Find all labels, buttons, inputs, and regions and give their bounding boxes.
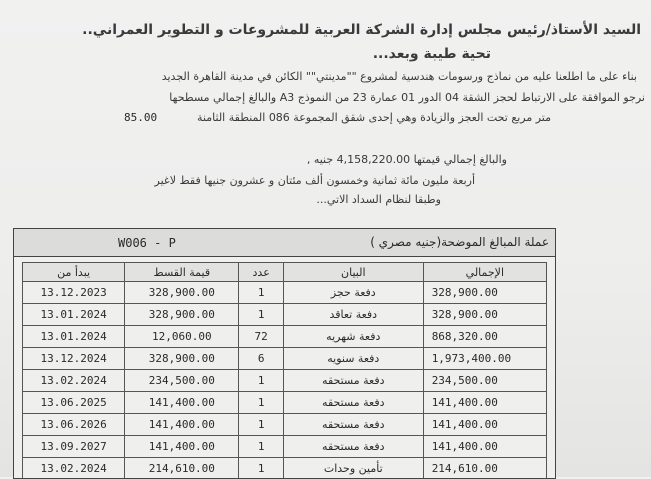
letter-total-value: والبالغ إجمالي قيمتها 4,158,220.00 جنيه , <box>307 153 507 166</box>
cell-description: دفعة شهريه <box>283 326 423 348</box>
table-header-row <box>23 263 547 282</box>
payment-grid <box>22 262 547 479</box>
letter-salutation: السيد الأستاذ/رئيس مجلس إدارة الشركة العربية للمشروعات و التطوير العمراني.. <box>82 22 641 38</box>
cell-description: دفعة مستحقه <box>283 392 423 414</box>
letter-body-line-1: بناء على ما اطلعنا عليه من نماذج ورسومات هندسية لمشروع ""مدينتي"" الكائن في مدينة القاهرة الجديد <box>162 70 637 83</box>
cell-total: 1,973,400.00 <box>423 348 546 370</box>
cell-description: دفعة تعاقد <box>283 304 423 326</box>
cell-start: 13.02.2024 <box>23 458 125 479</box>
letter-payment-intro: وطبقا لنظام السداد الاتي... <box>316 193 441 206</box>
cell-start: 13.12.2024 <box>23 348 125 370</box>
table-row <box>23 282 547 304</box>
cell-total: 214,610.00 <box>423 458 546 479</box>
letter-body-line-3: متر مربع تحت العجز والزيادة وهي إحدى شقق المجموعة 086 المنطقة الثامنة <box>197 111 551 124</box>
cell-start: 13.01.2024 <box>23 304 125 326</box>
col-header-installment: قيمة القسط <box>125 263 239 282</box>
cell-count: 6 <box>239 348 283 370</box>
letter-body-line-2: نرجو الموافقة على الارتباط لحجز الشقة 04 الدور 01 عمارة 23 من النموذج A3 والبالغ إجمالي مسطحها <box>169 91 645 104</box>
col-header-description: البيان <box>283 263 423 282</box>
table-row <box>23 392 547 414</box>
cell-start: 13.01.2024 <box>23 326 125 348</box>
cell-description: دفعة مستحقه <box>283 436 423 458</box>
cell-start: 13.06.2025 <box>23 392 125 414</box>
cell-count: 1 <box>239 414 283 436</box>
cell-description: دفعة مستحقه <box>283 414 423 436</box>
cell-installment: 328,900.00 <box>125 348 239 370</box>
cell-count: 1 <box>239 392 283 414</box>
table-row <box>23 304 547 326</box>
letter-total-in-words: أربعة مليون مائة ثمانية وخمسون ألف مئتان و عشرون جنيها فقط لاغير <box>155 174 475 187</box>
table-row <box>23 458 547 479</box>
cell-installment: 12,060.00 <box>125 326 239 348</box>
table-row <box>23 348 547 370</box>
cell-description: دفعة حجز <box>283 282 423 304</box>
cell-installment: 328,900.00 <box>125 282 239 304</box>
cell-total: 328,900.00 <box>423 282 546 304</box>
col-header-start: يبدأ من <box>23 263 125 282</box>
cell-installment: 141,400.00 <box>125 414 239 436</box>
cell-installment: 234,500.00 <box>125 370 239 392</box>
cell-start: 13.09.2027 <box>23 436 125 458</box>
table-row <box>23 326 547 348</box>
cell-description: تأمين وحدات <box>283 458 423 479</box>
cell-count: 1 <box>239 436 283 458</box>
cell-total: 141,400.00 <box>423 436 546 458</box>
cell-count: 1 <box>239 304 283 326</box>
payment-table-header-bar <box>14 229 555 257</box>
cell-installment: 214,610.00 <box>125 458 239 479</box>
cell-installment: 141,400.00 <box>125 392 239 414</box>
table-row <box>23 414 547 436</box>
cell-description: دفعة سنويه <box>283 348 423 370</box>
cell-total: 141,400.00 <box>423 392 546 414</box>
payment-plan-code: W006 - P <box>118 236 176 250</box>
cell-count: 72 <box>239 326 283 348</box>
cell-total: 328,900.00 <box>423 304 546 326</box>
cell-description: دفعة مستحقه <box>283 370 423 392</box>
cell-count: 1 <box>239 282 283 304</box>
cell-total: 141,400.00 <box>423 414 546 436</box>
cell-start: 13.02.2024 <box>23 370 125 392</box>
cell-start: 13.12.2023 <box>23 282 125 304</box>
cell-installment: 328,900.00 <box>125 304 239 326</box>
table-row <box>23 370 547 392</box>
col-header-count: عدد <box>239 263 283 282</box>
col-header-total: الإجمالي <box>423 263 546 282</box>
payment-schedule-table <box>13 228 556 479</box>
cell-count: 1 <box>239 458 283 479</box>
table-row <box>23 436 547 458</box>
cell-total: 234,500.00 <box>423 370 546 392</box>
cell-installment: 141,400.00 <box>125 436 239 458</box>
letter-greeting: تحية طيبة وبعد... <box>373 46 491 62</box>
cell-start: 13.06.2026 <box>23 414 125 436</box>
currency-note: عملة المبالغ الموضحة(جنيه مصري ) <box>370 235 549 249</box>
cell-count: 1 <box>239 370 283 392</box>
cell-total: 868,320.00 <box>423 326 546 348</box>
apartment-area-value: 85.00 <box>124 111 157 124</box>
